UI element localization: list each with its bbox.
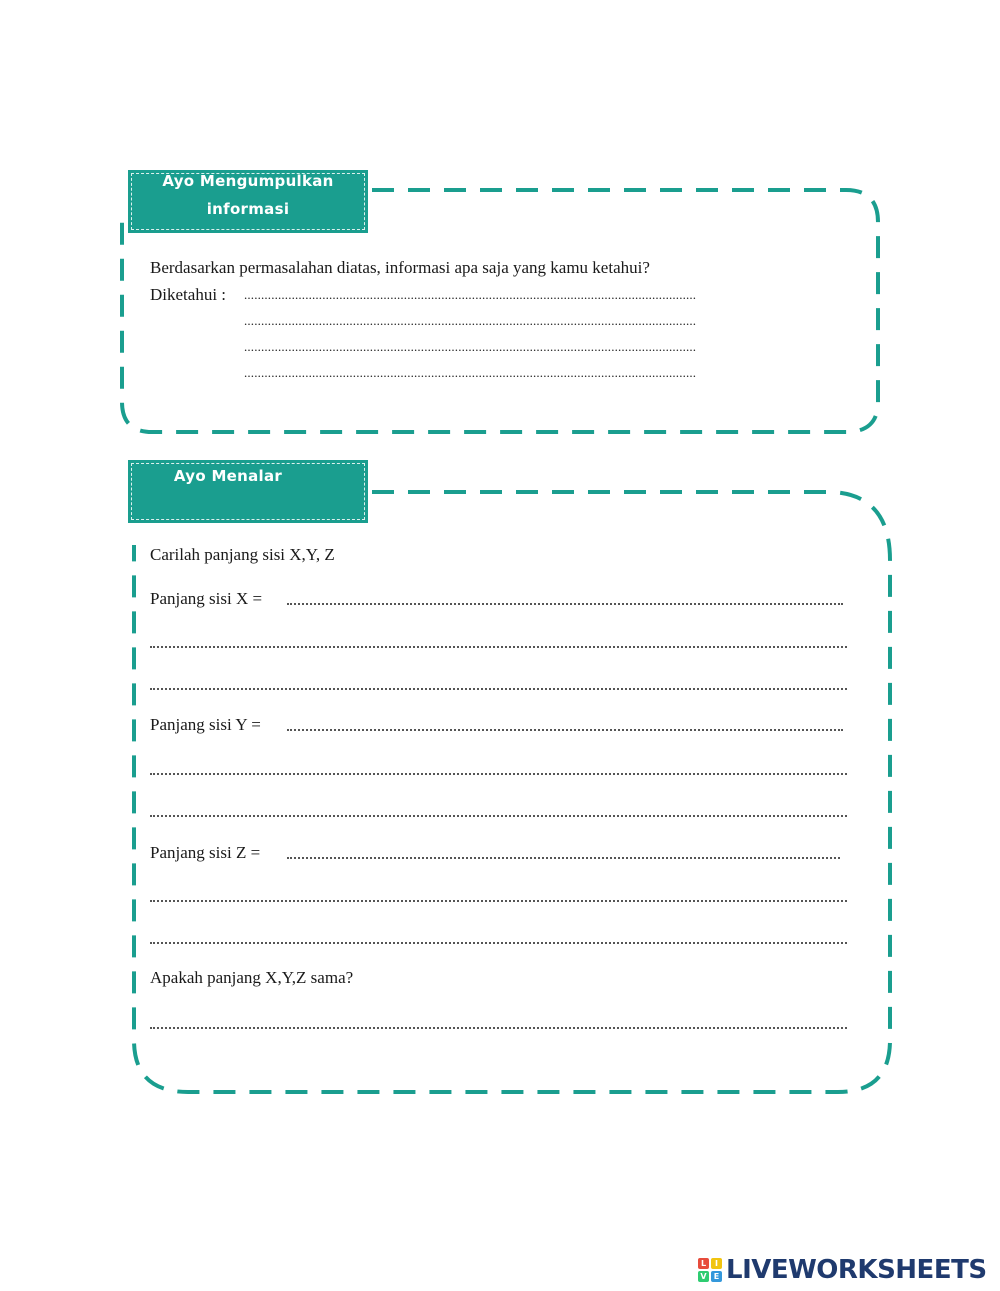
side-z-label: Panjang sisi Z =	[150, 843, 261, 862]
side-y-answer[interactable]	[287, 715, 843, 736]
banner-1-line-2: informasi	[206, 200, 290, 218]
known-answer-line-4[interactable]: .....................................................................................................................................	[244, 365, 697, 380]
side-y-work-line-1[interactable]	[150, 759, 847, 780]
side-x-answer[interactable]	[287, 589, 843, 610]
side-z-answer[interactable]	[287, 843, 840, 864]
final-answer-line[interactable]	[150, 1013, 847, 1034]
side-y-label: Panjang sisi Y =	[150, 715, 261, 734]
banner-2-text: Ayo Menalar	[173, 467, 283, 485]
final-question: Apakah panjang X,Y,Z sama?	[150, 968, 354, 987]
known-answer-line-1[interactable]: .....................................................................................................................................	[244, 287, 697, 302]
liveworksheets-brand	[698, 1254, 987, 1286]
liveworksheets-logo-icon: L I V E	[698, 1258, 722, 1282]
side-z-work-line-2[interactable]	[150, 928, 847, 949]
question-text: Berdasarkan permasalahan diatas, informasi apa saja yang kamu ketahui?	[150, 258, 650, 277]
side-y-work-line-2[interactable]	[150, 801, 847, 822]
banner-ayo-mengumpulkan-informasi	[128, 170, 368, 233]
side-x-work-line-1[interactable]	[150, 632, 847, 653]
banner-1-line-1: Ayo Mengumpulkan	[162, 172, 334, 190]
side-x-label: Panjang sisi X =	[150, 589, 263, 608]
known-label: Diketahui :	[150, 285, 227, 304]
side-x-work-line-2[interactable]	[150, 674, 847, 695]
brand-text: LIVEWORKSHEETS	[726, 1255, 987, 1285]
banner-ayo-menalar	[128, 460, 368, 523]
frame-section-2	[134, 492, 890, 1092]
known-answer-line-2[interactable]: .....................................................................................................................................	[244, 313, 697, 328]
known-answer-line-3[interactable]: .....................................................................................................................................	[244, 339, 697, 354]
side-z-work-line-1[interactable]	[150, 886, 847, 907]
instruction-text: Carilah panjang sisi X,Y, Z	[150, 545, 335, 564]
